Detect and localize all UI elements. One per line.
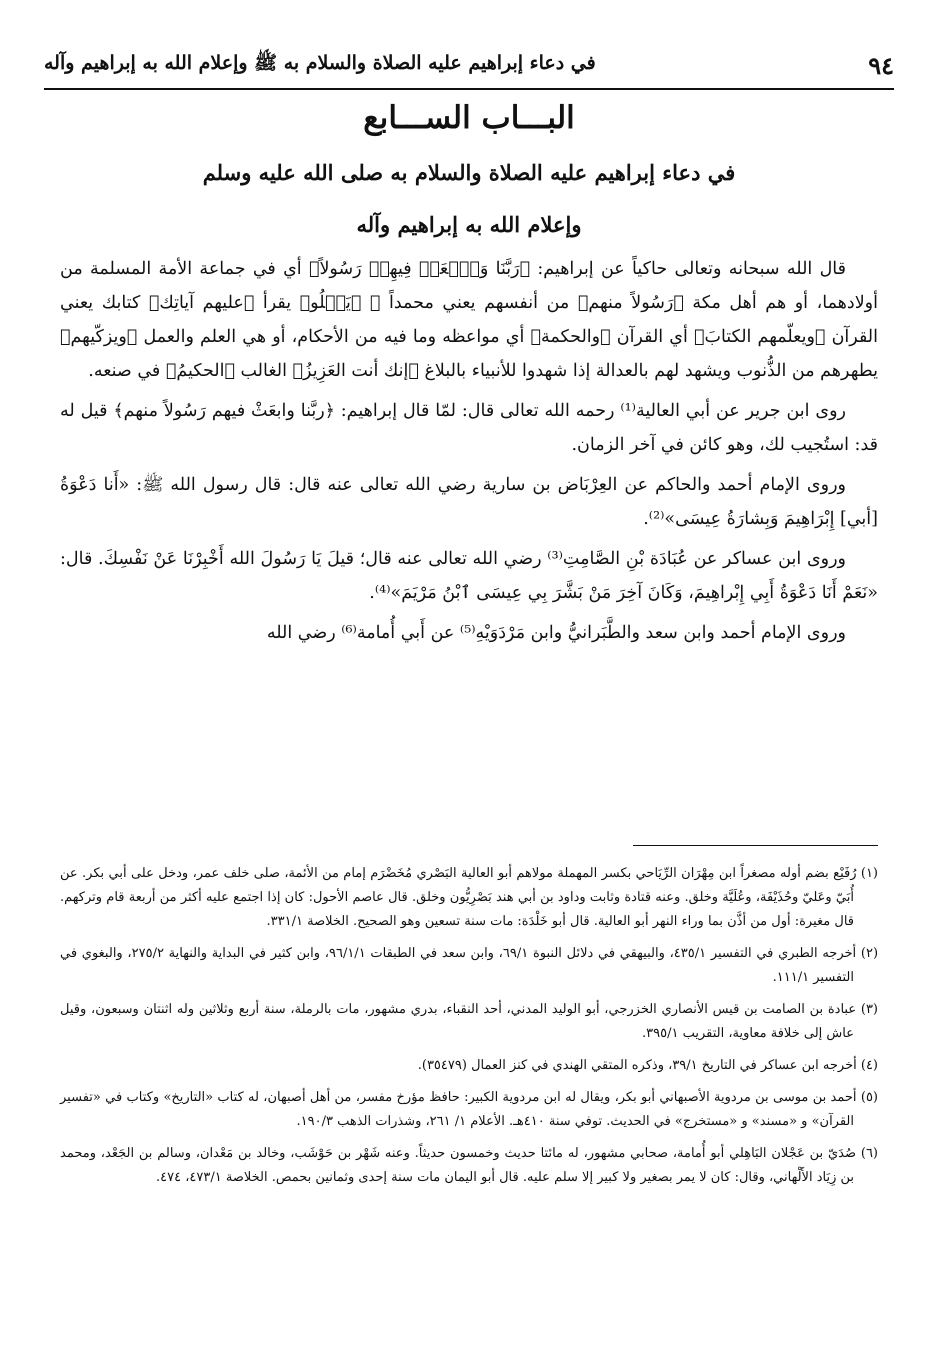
- page-header: [44, 42, 894, 90]
- footnote: (٦) صُدَيّ بن عَجْلان البَاهِلي أبو أُمامة، صحابي مشهور، له مائتا حديث وخمسون حديثاً. وعنه شَهْر بن حَوْشَب، وخالد بن مَعْدان، وسالم بن الجَعْد، ومحمد بن زِيَاد الأَلْهاني، وقال: كان لا يمر بصغير ولا كبير إلا سلم عليه. قال أبو اليمان مات سنة إحدى وثمانين بحمص. الخلاصة ٤٧٣/١، ٤٧٤.: [60, 1146, 878, 1185]
- paragraph: روى ابن جرير عن أبي العالية⁽¹⁾ رحمه الله تعالى قال: لمّا قال إبراهيم: ﴿ربَّنا وابعَثْ فيهم رَسُولاً منهم﴾ قيل له قد: استُجيب لك، وهو كائن في آخر الزمان.: [60, 401, 878, 455]
- footnote-separator: [633, 845, 878, 846]
- footnote: (٢) أخرجه الطبري في التفسير ٤٣٥/١، والبيهقي في دلائل النبوة ٦٩/١، وابن سعد في الطبقات ٩٦/١/١، وابن كثير في البداية والنهاية ٢٧٥/٢، والبغوي في التفسير ١١١/١.: [60, 946, 879, 985]
- main-text: [60, 252, 878, 656]
- chapter-subtitle-line-1: في دعاء إبراهيم عليه الصلاة والسلام به صلى الله عليه وسلم: [202, 160, 736, 185]
- paragraph: وروى ابن عساكر عن عُبَادَة بْنِ الصَّامِتِ⁽³⁾ رضي الله تعالى عنه قال؛ قيلَ يَا رَسُولَ الله أَخْبِرْنَا عَنْ نَفْسِكَ. قال: «نَعَمْ أَنَا دَعْوَةُ أَبِي إِبْراهِيمَ، وَكَانَ آخِرَ مَنْ بَشَّرَ بِي عِيسَى ٱبْنُ مَرْيَمَ»⁽⁴⁾.: [60, 549, 878, 603]
- paragraph: قال الله سبحانه وتعالى حاكياً عن إبراهيم: ﴿رَبَّنَا وَٱبۡعَثۡ فِيهِمۡ رَسُولاً﴾ أي في جماعة الأمة المسلمة من أولادهما، أو هم أهل مكة ﴿رَسُولاً منهم﴾ من أنفسهم يعني محمداً ﷺ ﴿يَتۡلُو﴾ يقرأ ﴿عليهم آياتِك﴾ كتابك يعني القرآن ﴿ويعلّمهم الكتابَ﴾ أي القرآن ﴿والحكمة﴾ أي مواعظه وما فيه من الأحكام، أو هي العلم والعمل ﴿ويزكّيهم﴾ يطهرهم من الذُّنوب ويشهد لهم بالعدالة إذا شهدوا للأنبياء بالبلاغ ﴿إنك أنت العَزِيزُ﴾ الغالب ﴿الحكيمُ﴾ في صنعه.: [60, 259, 878, 381]
- footnote: (٣) عبادة بن الصامت بن قيس الأنصاري الخزرجي، أبو الوليد المدني، أحد النقباء، بدري مشهور، مات بالرملة، سنة أربع وثلاثين وله اثنتان وسبعون، وقيل عاش إلى خلافة معاوية، التقريب ٣٩٥/١.: [60, 1002, 878, 1041]
- paragraph: وروى الإمام أحمد والحاكم عن العِرْبَاض بن سارية رضي الله تعالى عنه قال: قال رسول الله ﷺ: «أَنا دَعْوَةُ [أبي] إِبْرَاهِيمَ وَبِشارَةُ عِيسَى»⁽²⁾.: [60, 475, 878, 529]
- footnote: (٤) أخرجه ابن عساكر في التاريخ ٣٩/١، وذكره المتقي الهندي في كنز العمال (٣٥٤٧٩).: [417, 1058, 878, 1073]
- paragraph: وروى الإمام أحمد وابن سعد والطَّبَرانيُّ وابن مَرْدَوَيْهِ⁽⁵⁾ عن أَبي أُمامة⁽⁶⁾ رضي الله: [266, 623, 846, 643]
- chapter-title: البـــاب الســـابع: [363, 100, 575, 136]
- footnote: (٥) أحمد بن موسى بن مردوية الأصبهاني أبو بكر، ويقال له ابن مردوية الكبير: حافظ مؤرخ مفسر، من أهل أصبهان، له كتاب «التاريخ» وكتاب في «تفسير القرآن» و «مسند» و «مستخرج» في الحديث. توفي سنة ٤١٠هـ. الأعلام ١/ ٢٦١، وشذرات الذهب ١٩٠/٣.: [60, 1090, 878, 1129]
- running-title: في دعاء إبراهيم عليه الصلاة والسلام به ﷺ وإعلام الله به إبراهيم وآله: [44, 52, 596, 74]
- footnote: (١) رُفَيْع بضم أوله مصغراً ابن مِهْرَان الرِّيَاحي بكسر المهملة مولاهم أبو العالية البَصْري مُخَضْرَم إمام من الأئمة، صلى خلف عمر، ودخل على أبي بكر. عن أُبَيّ وعَليّ وحُذَيْفَة، وعُلَيَّة وخلق. وعنه قتادة وثابت وداود بن أبي هند بَصْرِيُّون وخلق. قال عاصم الأحول: كان إذا اجتمع عليه أكثر من أربعة قام وتركهم. قال مغيرة: أول من أذَّن بما وراء النهر أبو العالية. قال أبو خَلْدَة: مات سنة تسعين وهو الصحيح. الخلاصة ٣٣١/١.: [60, 866, 878, 929]
- footnotes: [60, 862, 878, 1198]
- page-number: ٩٤: [868, 50, 894, 80]
- chapter-subtitle-line-2: وإعلام الله به إبراهيم وآله: [356, 212, 582, 237]
